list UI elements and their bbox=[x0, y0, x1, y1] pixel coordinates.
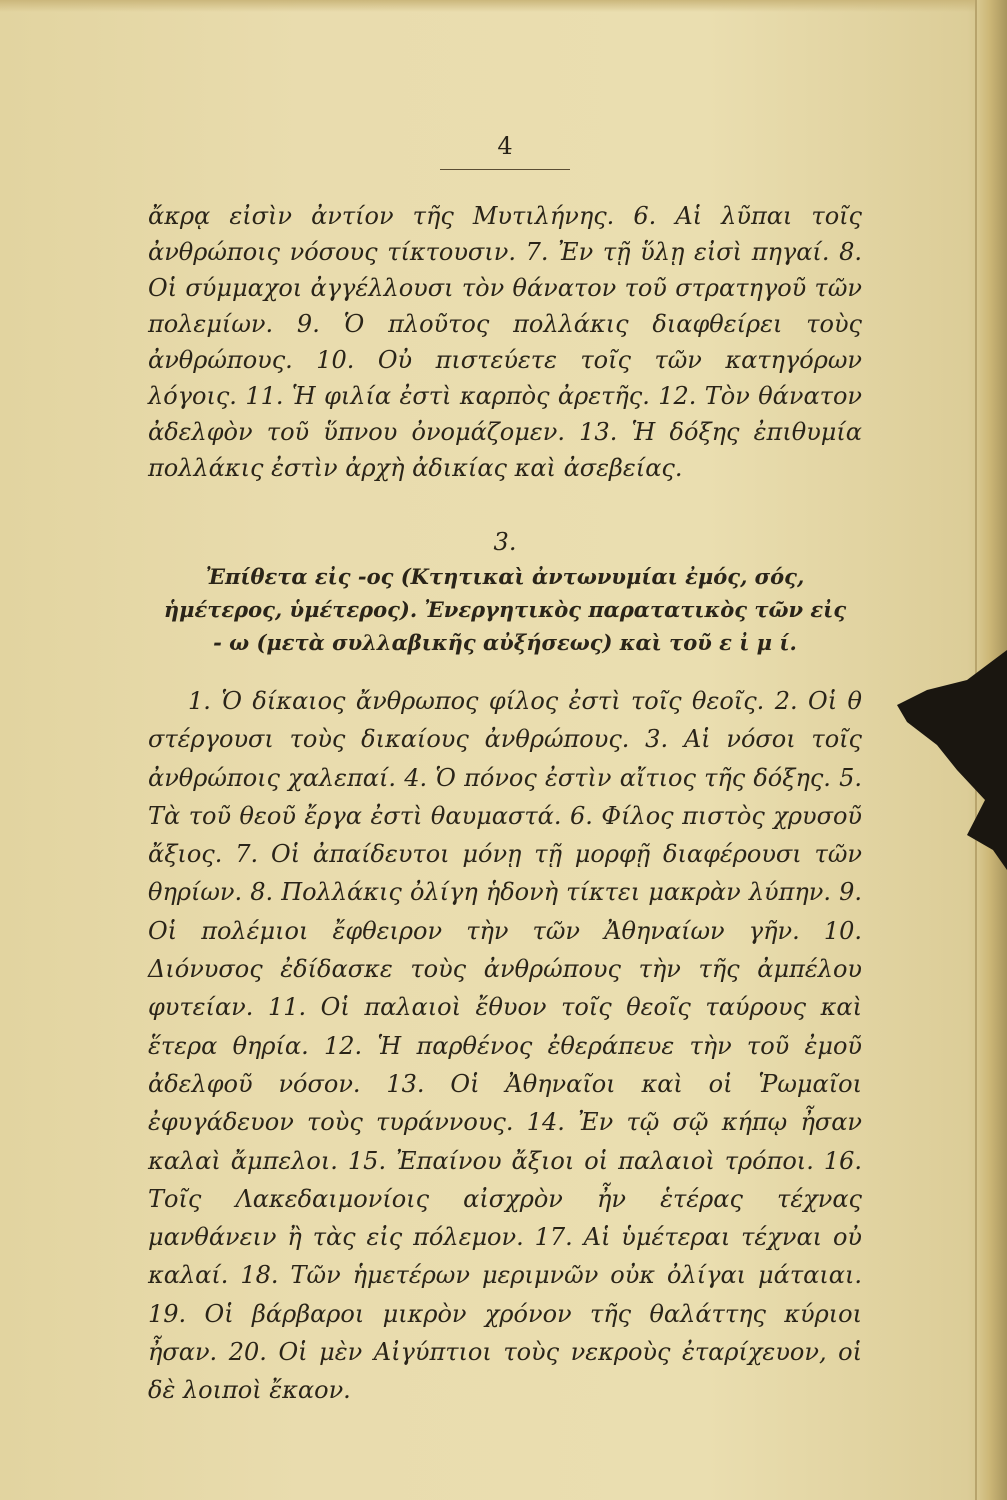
section-number: 3. bbox=[493, 528, 517, 556]
exercise-paragraph: 1. Ὁ δίκαιος ἄνθρωπος φίλος ἐστὶ τοῖς θεοῖς. 2. Οἱ θ στέργουσι τοὺς δικαίους ἀνθρώπους. 3. Αἱ νόσοι τοῖς ἀνθρώποις χαλεπαί. 4. Ὁ πόνος ἐστὶν αἴτιος τῆς δόξης. 5. Τὰ τοῦ θεοῦ ἔργα ἐστὶ θαυμαστά. 6. Φίλος πιστὸς χρυσοῦ ἄξιος. 7. Οἱ ἀπαίδευτοι μόνῃ τῇ μορφῇ διαφέρουσι τῶν θηρίων. 8. Πολλάκις ὀλίγη ἡδονὴ τίκτει μακρὰν λύπην. 9. Οἱ πολέμιοι ἔφθειρον τὴν τῶν Ἀθηναίων γῆν. 10. Διόνυσος ἐδίδασκε τοὺς ἀνθρώπους τὴν τῆς ἀμπέλου φυτείαν. 11. Οἱ παλαιοὶ ἔθυον τοῖς θεοῖς ταύρους καὶ ἕτερα θηρία. 12. Ἡ παρθένος ἐθεράπευε τὴν τοῦ ἐμοῦ ἀδελφοῦ νόσον. 13. Οἱ Ἀθηναῖοι καὶ οἱ Ῥωμαῖοι ἐφυγάδευον τοὺς τυράννους. 14. Ἐν τῷ σῷ κήπῳ ἦσαν καλαὶ ἄμπελοι. 15. Ἐπαίνου ἄξιοι οἱ παλαιοὶ τρόποι. 16. Τοῖς Λακεδαιμονίοις αἰσχρὸν ἦν ἑτέρας τέχνας μανθάνειν ἢ τὰς εἰς πόλεμον. 17. Αἱ ὑμέτεραι τέχναι οὐ καλαί. 18. Τῶν ἡμετέρων μεριμνῶν οὐκ ὀλίγαι μάταιαι. 19. Οἱ βάρβαροι μικρὸν χρόνον τῆς θαλάττης κύριοι ἦσαν. 20. Οἱ μὲν Αἰγύπτιοι τοὺς νεκροὺς ἐταρίχευον, οἱ δὲ λοιποὶ ἔκαον. bbox=[148, 687, 862, 1405]
page-number: 4 bbox=[497, 132, 513, 160]
section-heading: Ἐπίθετα εἰς -ος (Κτητικαὶ ἀντωνυμίαι ἐμός, σός, ἡμέτερος, ὑμέτερος). Ἐνεργητικὸς παρατατικὸς τῶν εἰς - ω (μετὰ συλλαβικῆς αὐξήσεως) καὶ τοῦ ε ἰ μ ί. bbox=[163, 564, 847, 655]
page-tear-mark bbox=[897, 650, 1007, 870]
page-top-shadow bbox=[0, 0, 1007, 12]
header-rule bbox=[440, 169, 570, 170]
paragraph-continued: ἄκρᾳ εἰσὶν ἀντίον τῆς Μυτιλήνης. 6. Αἱ λῦπαι τοῖς ἀνθρώποις νόσους τίκτουσιν. 7. Ἐν τῇ ὕλῃ εἰσὶ πηγαί. 8. Οἱ σύμμαχοι ἀγγέλλουσι τὸν θάνατον τοῦ στρατηγοῦ τῶν πολεμίων. 9. Ὁ πλοῦτος πολλάκις διαφθείρει τοὺς ἀνθρώπους. 10. Οὐ πιστεύετε τοῖς τῶν κατηγόρων λόγοις. 11. Ἡ φιλία ἐστὶ καρπὸς ἀρετῆς. 12. Τὸν θάνατον ἀδελφὸν τοῦ ὕπνου ὀνομάζομεν. 13. Ἡ δόξης ἐπιθυμία πολλάκις ἐστὶν ἀρχὴ ἀδικίας καὶ ἀσεβείας. bbox=[148, 202, 862, 482]
